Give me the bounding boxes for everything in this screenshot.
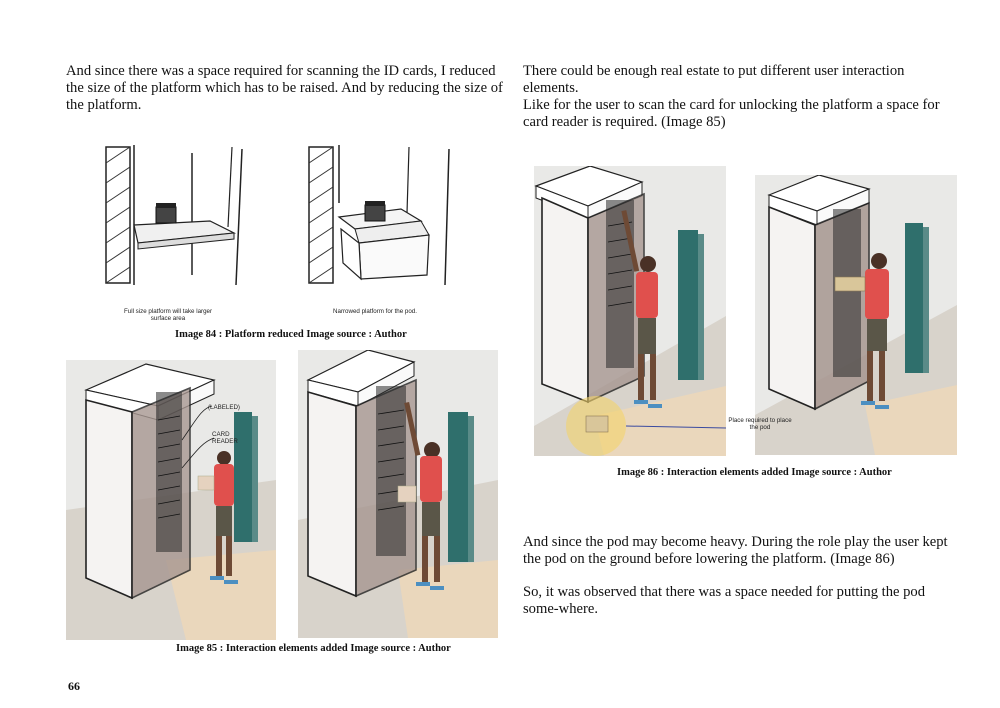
right-paragraph-1: There could be enough real estate to put different user interaction elements. [523, 63, 905, 96]
caption-image-85: Image 85 : Interaction elements added Image source : Author [176, 643, 451, 654]
annotation-labeled: (LABELED) [208, 404, 240, 411]
right-paragraph-2: Like for the user to scan the card for unlocking the platform a space for card reader is required. (Image 85) [523, 97, 940, 130]
annotation-card-reader: CARD READER [212, 431, 238, 445]
place-required-label: Place required to place the pod [728, 417, 792, 431]
right-paragraph-4: So, it was observed that there was a space needed for putting the pod some-where. [523, 584, 926, 617]
caption-image-84: Image 84 : Platform reduced Image source : Author [175, 329, 407, 340]
page-number: 66 [68, 679, 80, 693]
sketch-left-label: Full size platform will take larger surface area [123, 308, 213, 322]
right-paragraph-3: And since the pod may become heavy. During the role play the user kept the pod on the ground before lowering the platform. (Image 86) [523, 534, 948, 567]
caption-image-86: Image 86 : Interaction elements added Image source : Author [617, 467, 892, 478]
sketch-right-label: Narrowed platform for the pod. [333, 308, 417, 315]
photo-86-right [755, 175, 957, 455]
sketch-narrow-platform [305, 143, 455, 288]
photo-86-left [534, 166, 726, 456]
intro-paragraph: And since there was a space required for scanning the ID cards, I reduced the size of the platform which has to be raised. And by reducing the size of the platform. [66, 63, 503, 113]
photo-85-right [298, 350, 498, 638]
sketch-full-platform [100, 143, 250, 288]
photo-85-left [66, 360, 276, 640]
